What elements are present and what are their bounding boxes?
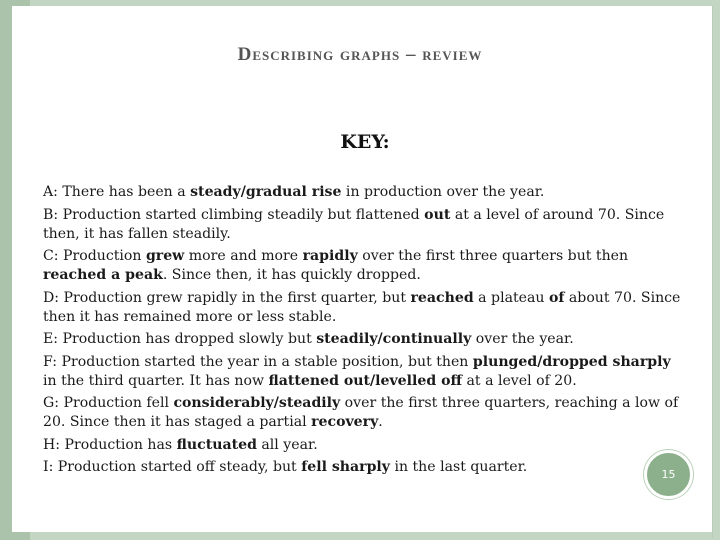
- slide-title-text: Describing graphs – review: [237, 44, 483, 65]
- bold-phrase: steady/gradual rise: [190, 184, 342, 200]
- text-run: G: Production fell: [43, 395, 174, 411]
- answer-item-i: [43, 458, 683, 477]
- text-run: C: Production: [43, 248, 146, 264]
- text-run: about 70. Since then it has remained more or less stable.: [43, 289, 681, 325]
- text-run: over the first three quarters but then: [357, 248, 629, 264]
- answer-item-f: [43, 353, 683, 391]
- answer-item-e: [43, 330, 683, 349]
- text-run: .: [378, 414, 383, 430]
- text-run: in the last quarter.: [389, 459, 528, 475]
- answer-item-b: [43, 206, 683, 244]
- answer-key-list: [43, 183, 683, 481]
- bold-phrase: rapidly: [302, 248, 358, 264]
- text-run: more and more: [184, 248, 303, 264]
- bold-phrase: out: [424, 206, 451, 223]
- text-run: F: Production started the year in a stable position, but then: [43, 353, 473, 370]
- text-run: H: Production has: [43, 436, 177, 453]
- text-run: in the third quarter. It has now: [43, 372, 269, 389]
- bold-phrase: steadily/continually: [316, 331, 472, 347]
- text-run: in production over the year.: [341, 184, 545, 200]
- slide-right-rule: [712, 6, 713, 538]
- text-run: a plateau: [473, 289, 549, 306]
- answer-item-a: [43, 183, 683, 202]
- bold-phrase: reached a peak: [43, 267, 163, 283]
- text-run: over the first three quarters, reaching a low of 20. Since then it has staged a partial: [43, 395, 679, 430]
- page-number: 15: [661, 468, 676, 481]
- text-run: A: There has been a: [43, 184, 191, 200]
- text-run: over the year.: [471, 331, 574, 347]
- slide-title: [0, 44, 720, 66]
- bold-phrase: grew: [145, 248, 185, 264]
- bold-phrase: recovery: [311, 414, 379, 430]
- text-run: at a level of around 70. Since then, it has fallen steadily.: [43, 206, 665, 242]
- text-run: D: Production grew rapidly in the first quarter, but: [43, 289, 411, 306]
- bold-phrase: considerably/steadily: [173, 395, 341, 411]
- text-run: B: Production started climbing steadily but flattened: [43, 206, 425, 223]
- text-run: I: Production started off steady, but: [43, 459, 302, 475]
- page-number-badge: [644, 450, 693, 499]
- key-heading: KEY:: [340, 131, 390, 153]
- bold-phrase: of: [548, 289, 565, 306]
- bold-phrase: reached: [410, 289, 474, 306]
- text-run: . Since then, it has quickly dropped.: [162, 267, 421, 283]
- answer-item-g: [43, 394, 683, 432]
- bold-phrase: plunged/dropped sharply: [472, 353, 671, 370]
- text-run: E: Production has dropped slowly but: [43, 331, 317, 347]
- text-run: all year.: [256, 436, 318, 453]
- bold-phrase: fell sharply: [301, 459, 390, 475]
- answer-item-d: [43, 289, 683, 327]
- text-run: at a level of 20.: [462, 372, 577, 389]
- bold-phrase: fluctuated: [176, 436, 257, 453]
- answer-item-h: [43, 436, 683, 455]
- bold-phrase: flattened out/levelled off: [268, 372, 463, 389]
- answer-item-c: [43, 247, 683, 285]
